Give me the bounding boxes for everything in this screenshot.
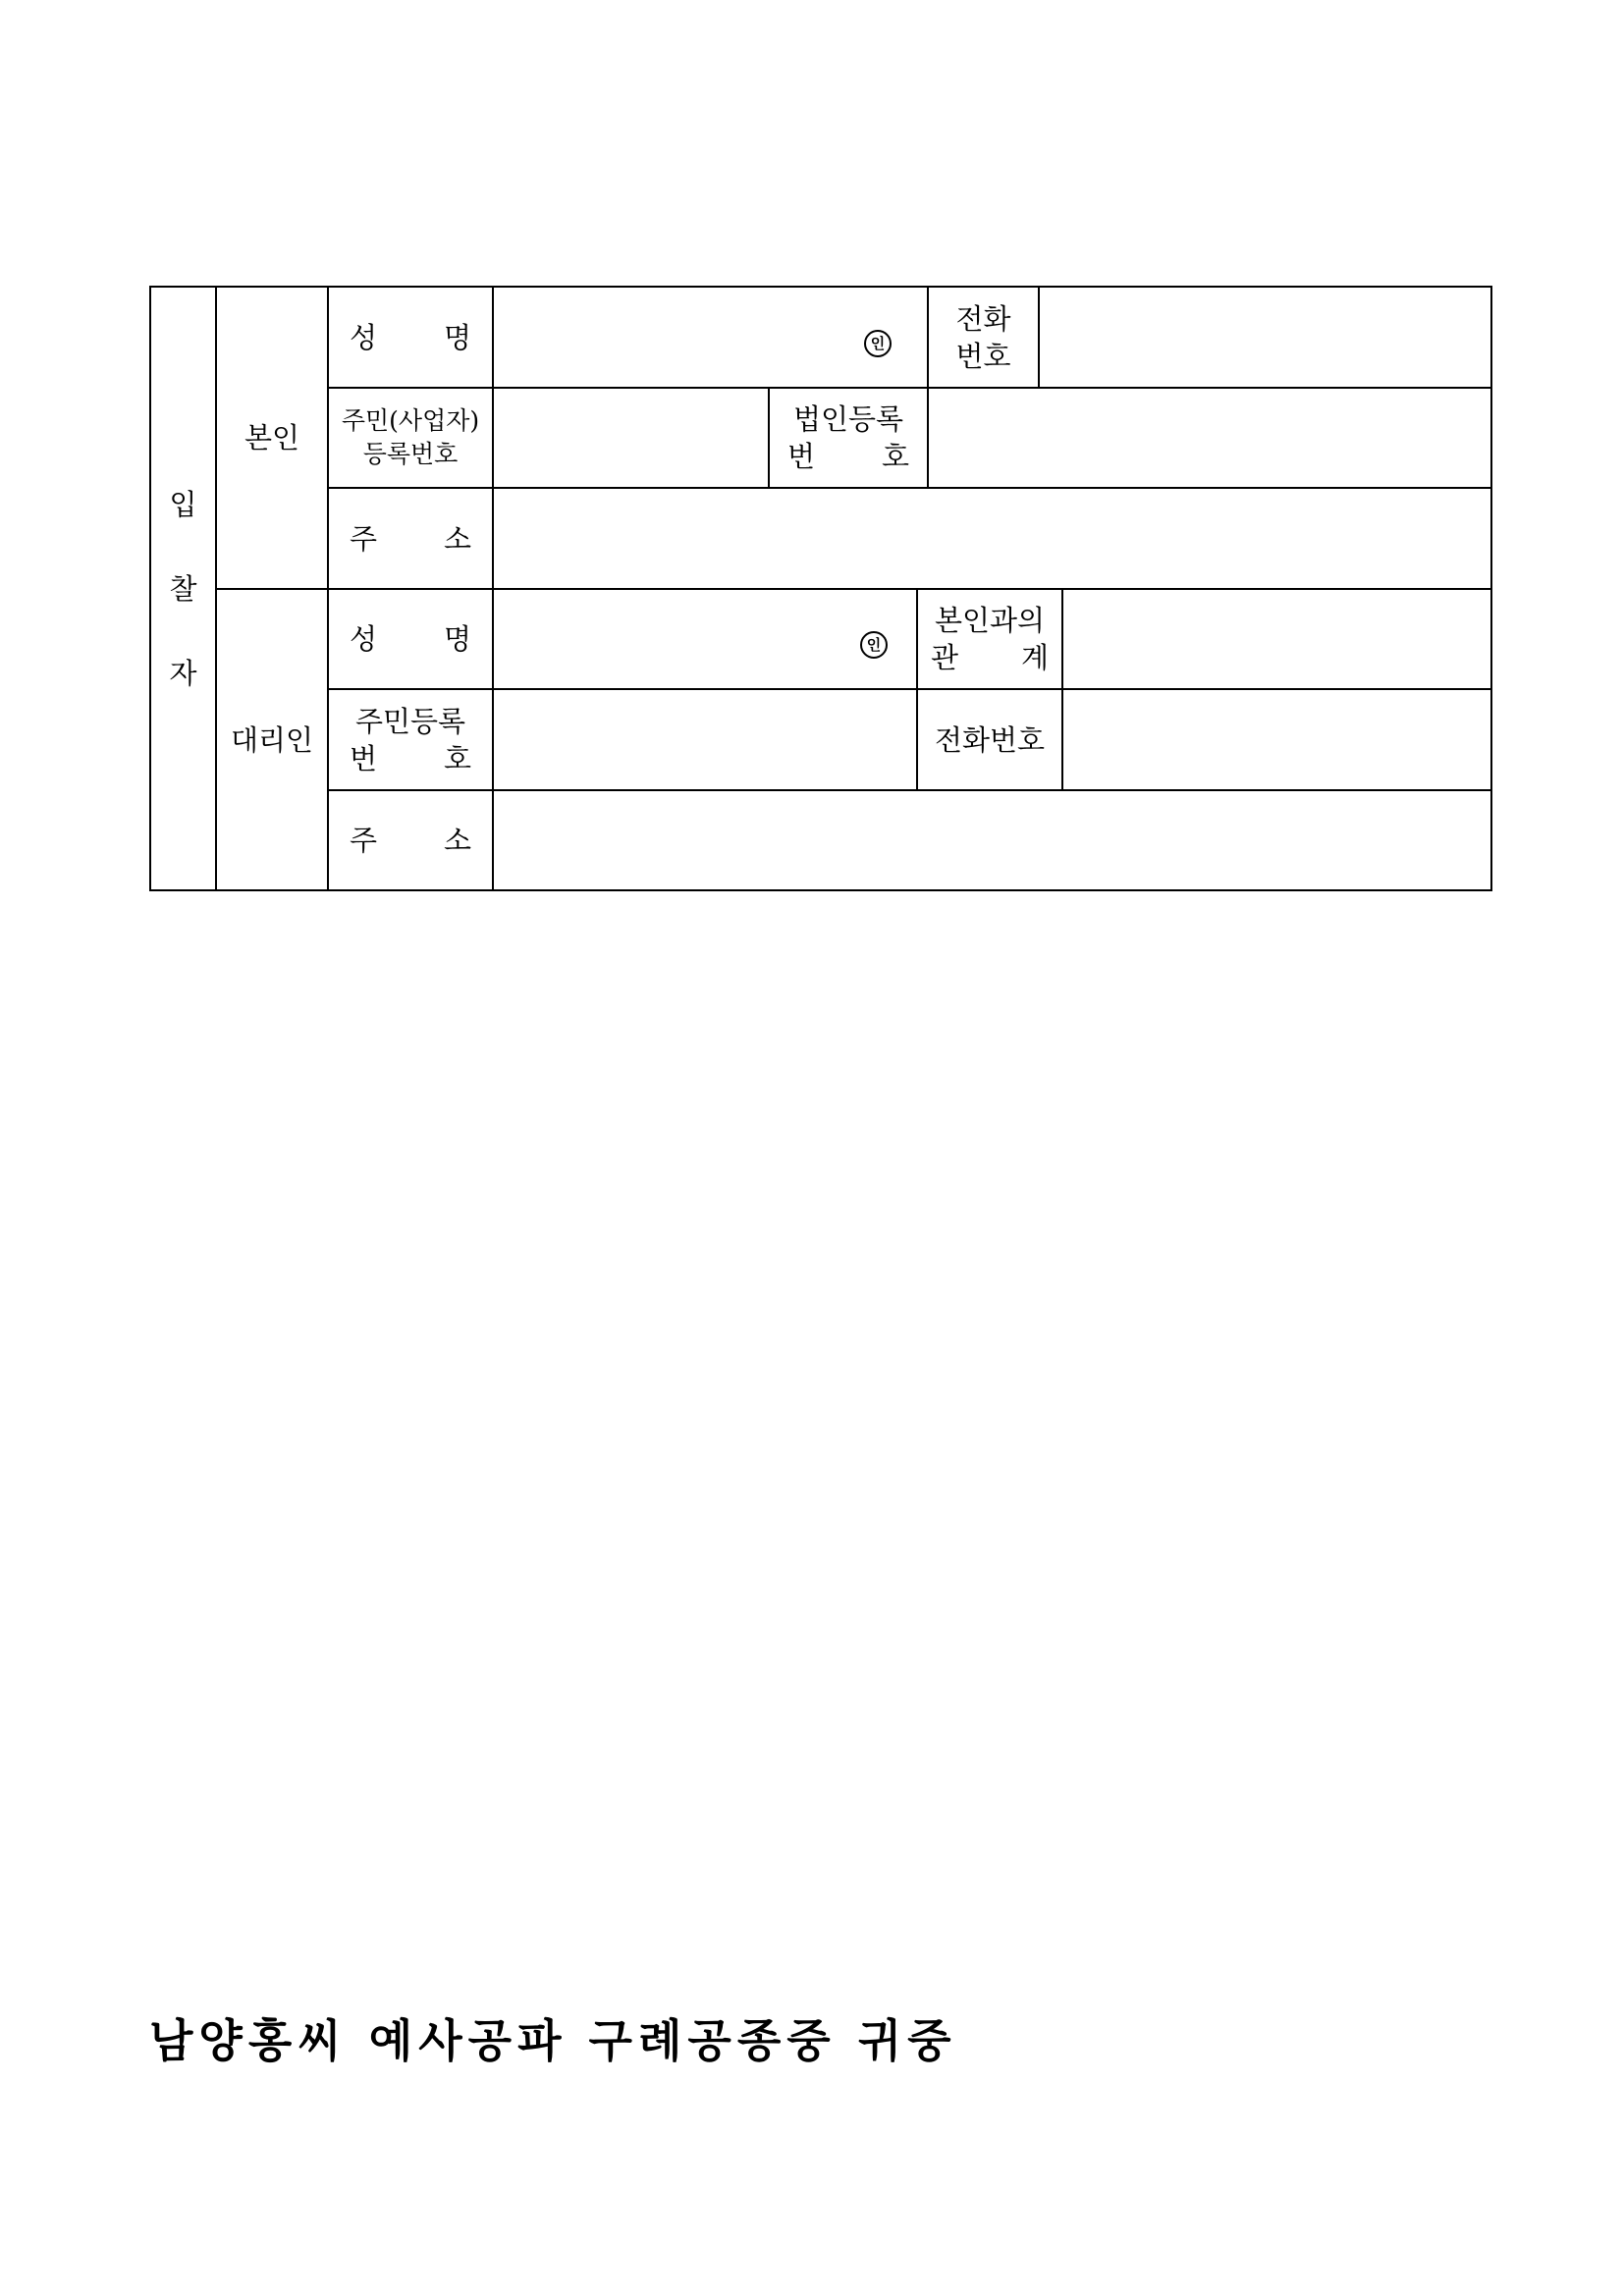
label-line: 법인등록 <box>792 402 904 436</box>
agent-reg-label <box>329 690 492 789</box>
principal-phone-field[interactable] <box>1040 288 1490 387</box>
label-char: 주 <box>350 521 378 556</box>
bidder-label <box>151 288 215 889</box>
label-line: 등록번호 <box>362 440 459 468</box>
bidder-label-char: 찰 <box>169 571 197 606</box>
principal-name-label <box>329 288 492 387</box>
label-char: 소 <box>443 521 471 556</box>
agent-section-label: 대리인 <box>230 722 314 757</box>
principal-name-field[interactable] <box>494 288 927 387</box>
agent-phone-label: 전화번호 <box>934 722 1046 757</box>
agent-relation-label <box>918 590 1061 688</box>
bidder-label-char: 입 <box>169 487 197 521</box>
principal-phone-label <box>929 288 1038 387</box>
agent-name-field[interactable] <box>494 590 916 688</box>
principal-address-field[interactable] <box>494 489 1490 588</box>
agent-relation-field[interactable] <box>1063 590 1490 688</box>
label-line: 본인과의 <box>934 604 1046 637</box>
principal-reg-label <box>329 389 492 487</box>
agent-address-field[interactable] <box>494 791 1490 889</box>
label-char: 호 <box>443 741 471 775</box>
label-line: 주민등록 <box>354 704 466 738</box>
label-char: 성 <box>350 320 378 354</box>
agent-phone-field[interactable] <box>1063 690 1490 789</box>
table-border-bottom <box>149 889 1492 891</box>
principal-address-label <box>329 489 492 588</box>
agent-address-label <box>329 791 492 889</box>
bidder-label-char: 자 <box>169 656 197 690</box>
principal-reg-field[interactable] <box>494 389 768 487</box>
agent-reg-field[interactable] <box>494 690 916 789</box>
label-char: 명 <box>443 320 471 354</box>
seal-mark-icon: 인 <box>860 631 888 659</box>
principal-section-label: 본인 <box>244 421 300 454</box>
label-char: 번 <box>787 440 816 473</box>
label-char: 명 <box>443 622 471 656</box>
label-char: 성 <box>350 622 378 656</box>
label-char: 계 <box>1020 641 1049 674</box>
label-char: 소 <box>443 824 471 857</box>
label-char: 관 <box>931 641 959 674</box>
label-char: 번 <box>350 741 378 775</box>
label-char: 호 <box>881 440 909 473</box>
label-line: 전화 <box>955 301 1011 336</box>
principal-corp-reg-field[interactable] <box>929 389 1490 487</box>
recipient-line: 남양홍씨 예사공파 구례공종중 귀중 <box>149 2014 957 2067</box>
label-line: 주민(사업자) <box>341 406 480 435</box>
label-char: 주 <box>350 824 378 857</box>
principal-corp-reg-label <box>770 389 927 487</box>
seal-mark-icon: 인 <box>864 330 892 357</box>
agent-name-label <box>329 590 492 688</box>
label-line: 번호 <box>955 339 1011 373</box>
